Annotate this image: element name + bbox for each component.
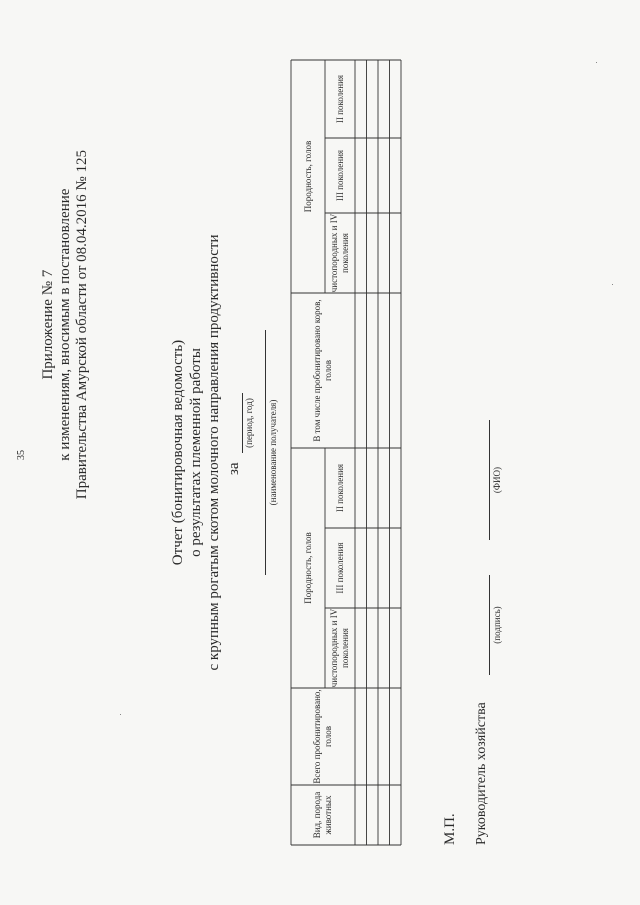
appendix-decree: Правительства Амурской области от 08.04.2016 № 125 bbox=[74, 150, 90, 500]
page-number: 35 bbox=[16, 450, 27, 460]
recipient-caption: (наименование получателя) bbox=[268, 399, 278, 506]
header-purebred: чистопородных и IV поколения bbox=[329, 608, 350, 688]
breeding-report-table bbox=[291, 60, 401, 845]
report-subtitle: о результатах племенной работы bbox=[188, 348, 204, 557]
period-for-label: за bbox=[226, 462, 242, 475]
header-third-gen-2: III поколения bbox=[334, 149, 345, 202]
farm-head-label: Руководитель хозяйства bbox=[474, 702, 489, 845]
signature-line bbox=[489, 575, 490, 675]
scan-speck bbox=[120, 714, 121, 715]
report-title: Отчет (бонитировочная ведомость) bbox=[170, 339, 186, 566]
scan-speck bbox=[612, 284, 613, 285]
appendix-reference: к изменениям, вносимым в постановление bbox=[57, 188, 73, 461]
appendix-title: Приложение № 7 bbox=[40, 269, 56, 380]
header-second-gen: II поколения bbox=[334, 463, 345, 513]
header-breed-group-2: Породность, голов bbox=[302, 140, 313, 213]
header-third-gen: III поколения bbox=[334, 542, 345, 594]
report-scope: с крупным рогатым скотом молочного направления продуктивности bbox=[206, 234, 222, 671]
period-caption: (период, год) bbox=[244, 398, 254, 448]
name-line bbox=[489, 420, 490, 540]
period-line bbox=[242, 393, 243, 453]
header-breed-group: Породность, голов bbox=[302, 532, 313, 604]
appendix-header bbox=[40, 150, 91, 499]
recipient-line bbox=[265, 330, 266, 575]
header-purebred-2: чистопородных и IV поколения bbox=[329, 213, 350, 293]
scan-speck bbox=[596, 62, 597, 63]
name-caption: (ФИО) bbox=[492, 466, 502, 494]
header-cows-tested: В том числе пробонитировано коров, голов bbox=[312, 299, 333, 442]
signature-caption: (подпись) bbox=[492, 606, 502, 644]
header-total: Всего пробонитировано, голов bbox=[312, 689, 333, 784]
header-second-gen-2: II поколения bbox=[334, 74, 345, 124]
header-species: Вид, порода животных bbox=[312, 791, 333, 839]
stamp-place: М.П. bbox=[442, 813, 458, 845]
